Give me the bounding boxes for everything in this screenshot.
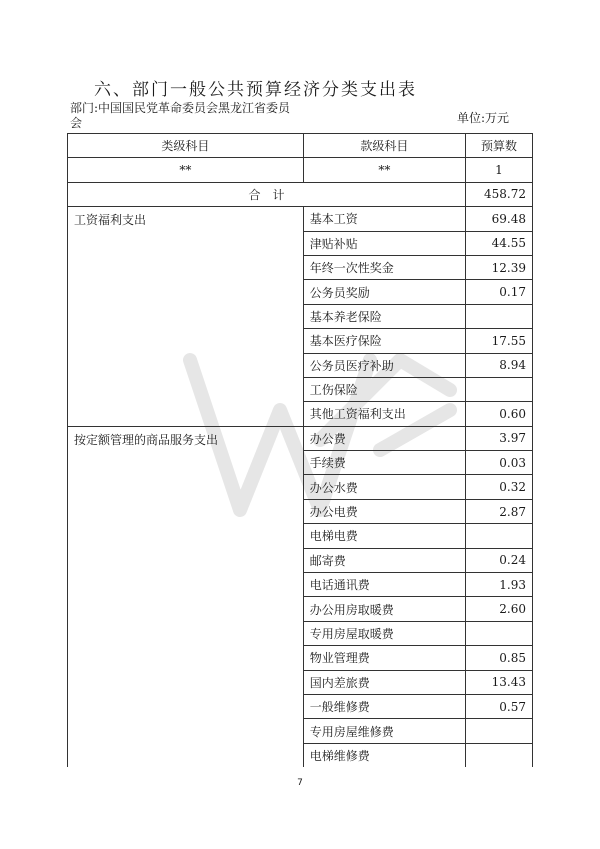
item-value-cell bbox=[465, 304, 532, 328]
budget-table bbox=[67, 133, 533, 767]
item-name-cell: 基本医疗保险 bbox=[303, 329, 465, 353]
item-name-cell: 办公水费 bbox=[303, 475, 465, 499]
item-value-cell: 17.55 bbox=[465, 329, 532, 353]
item-name-cell: 专用房屋取暖费 bbox=[303, 621, 465, 645]
item-name-cell: 电梯电费 bbox=[303, 524, 465, 548]
item-name-cell: 年终一次性奖金 bbox=[303, 255, 465, 279]
header-subcategory: 款级科目 bbox=[303, 134, 465, 158]
item-value-cell bbox=[465, 621, 532, 645]
total-label: 合 计 bbox=[68, 182, 466, 206]
item-name-cell: 一般维修费 bbox=[303, 694, 465, 718]
item-value-cell: 0.24 bbox=[465, 548, 532, 572]
item-name-cell: 基本工资 bbox=[303, 207, 465, 231]
item-name-cell: 津贴补贴 bbox=[303, 231, 465, 255]
item-value-cell bbox=[465, 377, 532, 401]
code-cell: 1 bbox=[465, 158, 532, 182]
code-row bbox=[68, 158, 533, 182]
item-value-cell: 12.39 bbox=[465, 255, 532, 279]
item-name-cell: 公务员医疗补助 bbox=[303, 353, 465, 377]
item-value-cell: 0.57 bbox=[465, 694, 532, 718]
page-number: 7 bbox=[297, 778, 303, 788]
item-value-cell: 0.17 bbox=[465, 280, 532, 304]
item-value-cell: 69.48 bbox=[465, 207, 532, 231]
item-name-cell: 电话通讯费 bbox=[303, 573, 465, 597]
item-value-cell: 1.93 bbox=[465, 573, 532, 597]
header-category: 类级科目 bbox=[68, 134, 304, 158]
item-value-cell bbox=[465, 719, 532, 743]
page-title: 六、部门一般公共预算经济分类支出表 bbox=[94, 80, 417, 100]
item-name-cell: 手续费 bbox=[303, 451, 465, 475]
item-name-cell: 办公费 bbox=[303, 426, 465, 450]
item-value-cell: 0.32 bbox=[465, 475, 532, 499]
item-name-cell: 工伤保险 bbox=[303, 377, 465, 401]
item-value-cell: 2.87 bbox=[465, 499, 532, 523]
item-name-cell: 物业管理费 bbox=[303, 646, 465, 670]
category-cell: 工资福利支出 bbox=[68, 207, 304, 427]
table-header-row bbox=[68, 134, 533, 158]
item-name-cell: 办公电费 bbox=[303, 499, 465, 523]
item-value-cell: 0.03 bbox=[465, 451, 532, 475]
item-value-cell: 0.85 bbox=[465, 646, 532, 670]
item-value-cell: 13.43 bbox=[465, 670, 532, 694]
category-cell: 按定额管理的商品服务支出 bbox=[68, 426, 304, 767]
item-value-cell: 2.60 bbox=[465, 597, 532, 621]
code-cell: ** bbox=[68, 158, 304, 182]
item-name-cell: 办公用房取暖费 bbox=[303, 597, 465, 621]
item-value-cell bbox=[465, 743, 532, 767]
header-amount: 预算数 bbox=[465, 134, 532, 158]
item-value-cell: 8.94 bbox=[465, 353, 532, 377]
item-value-cell: 0.60 bbox=[465, 402, 532, 426]
item-value-cell bbox=[465, 524, 532, 548]
item-name-cell: 电梯维修费 bbox=[303, 743, 465, 767]
item-name-cell: 专用房屋维修费 bbox=[303, 719, 465, 743]
unit-label: 单位:万元 bbox=[457, 111, 510, 125]
item-name-cell: 公务员奖励 bbox=[303, 280, 465, 304]
table-row bbox=[68, 426, 533, 450]
table-row bbox=[68, 207, 533, 231]
item-value-cell: 44.55 bbox=[465, 231, 532, 255]
total-row bbox=[68, 182, 533, 206]
item-value-cell: 3.97 bbox=[465, 426, 532, 450]
item-name-cell: 其他工资福利支出 bbox=[303, 402, 465, 426]
item-name-cell: 基本养老保险 bbox=[303, 304, 465, 328]
total-value: 458.72 bbox=[465, 182, 532, 206]
item-name-cell: 邮寄费 bbox=[303, 548, 465, 572]
item-name-cell: 国内差旅费 bbox=[303, 670, 465, 694]
department-label: 部门:中国国民党革命委员会黑龙江省委员会 bbox=[70, 101, 291, 130]
code-cell: ** bbox=[303, 158, 465, 182]
